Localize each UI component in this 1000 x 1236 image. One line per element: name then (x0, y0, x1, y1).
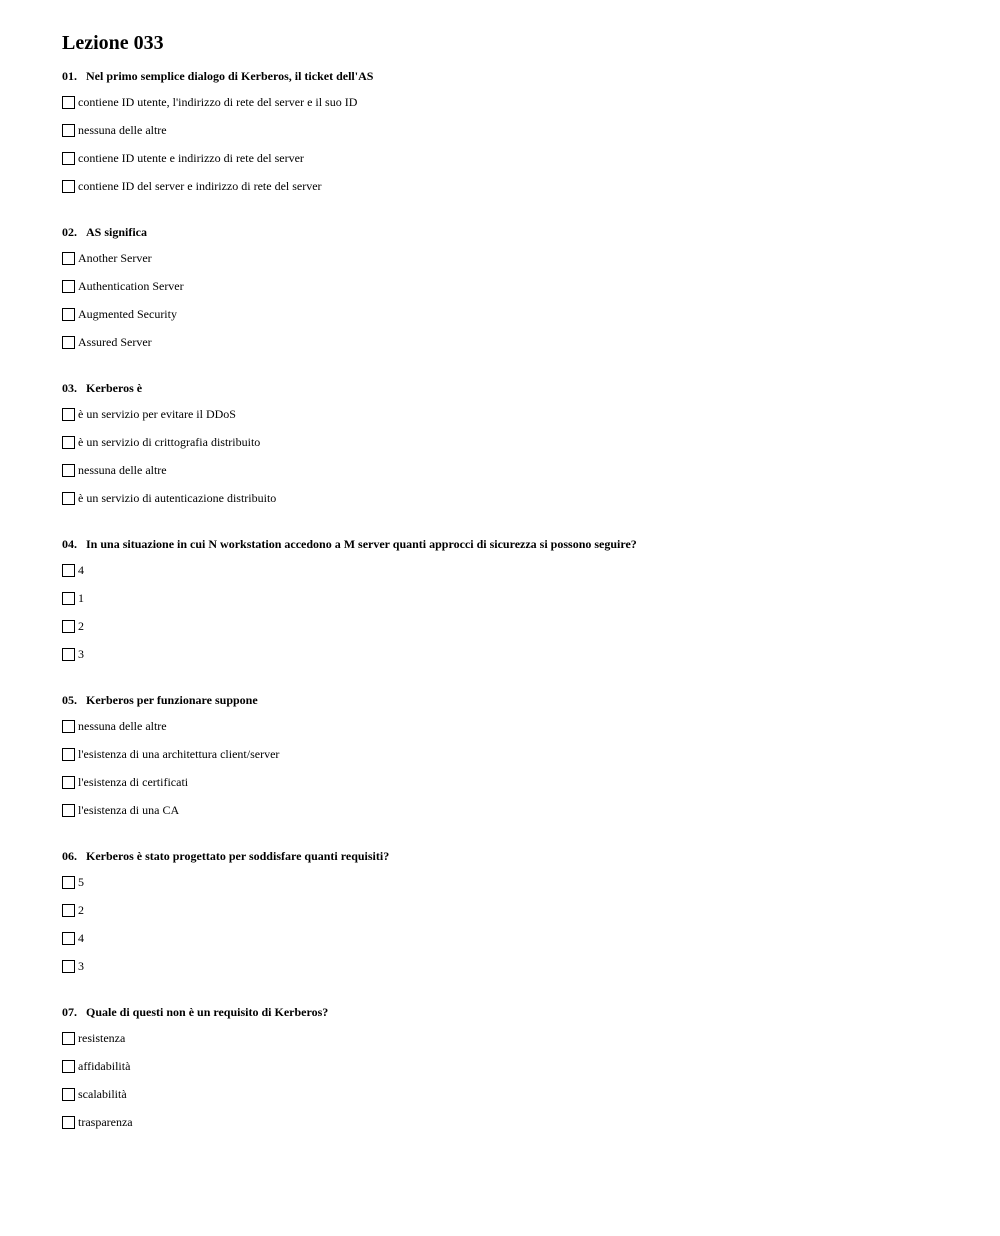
answer-checkbox[interactable] (62, 96, 75, 109)
answer-label: Augmented Security (78, 307, 177, 321)
answer-checkbox[interactable] (62, 904, 75, 917)
answer-checkbox[interactable] (62, 748, 75, 761)
answer-checkbox[interactable] (62, 180, 75, 193)
question-heading (62, 380, 962, 396)
answer-checkbox[interactable] (62, 592, 75, 605)
answer-label: è un servizio per evitare il DDoS (78, 407, 236, 421)
answer-option[interactable] (62, 272, 962, 300)
answer-checkbox[interactable] (62, 960, 75, 973)
answer-checkbox[interactable] (62, 408, 75, 421)
answer-options (62, 1024, 962, 1136)
question-3 (62, 380, 962, 512)
question-number: 05. (62, 693, 77, 707)
question-text: AS significa (86, 225, 148, 239)
question-list (62, 68, 962, 1136)
question-heading (62, 536, 962, 552)
answer-option[interactable] (62, 328, 962, 356)
question-5 (62, 692, 962, 824)
question-text: Kerberos per funzionare suppone (86, 693, 258, 707)
answer-option[interactable] (62, 952, 962, 980)
answer-option[interactable] (62, 796, 962, 824)
question-text: Kerberos è (86, 381, 143, 395)
answer-checkbox[interactable] (62, 720, 75, 733)
question-number: 01. (62, 69, 77, 83)
answer-checkbox[interactable] (62, 1116, 75, 1129)
answer-checkbox[interactable] (62, 1088, 75, 1101)
answer-option[interactable] (62, 456, 962, 484)
answer-label: resistenza (78, 1031, 126, 1045)
answer-label: Authentication Server (78, 279, 184, 293)
answer-options (62, 868, 962, 980)
answer-option[interactable] (62, 1052, 962, 1080)
question-7 (62, 1004, 962, 1136)
answer-label: 4 (78, 563, 84, 577)
answer-checkbox[interactable] (62, 436, 75, 449)
answer-option[interactable] (62, 924, 962, 952)
answer-label: scalabilità (78, 1087, 127, 1101)
question-number: 07. (62, 1005, 77, 1019)
answer-option[interactable] (62, 740, 962, 768)
answer-label: nessuna delle altre (78, 719, 167, 733)
answer-label: contiene ID utente e indirizzo di rete del server (78, 151, 304, 165)
answer-label: 4 (78, 931, 84, 945)
answer-options (62, 556, 962, 668)
question-4 (62, 536, 962, 668)
answer-label: affidabilità (78, 1059, 131, 1073)
answer-option[interactable] (62, 612, 962, 640)
answer-checkbox[interactable] (62, 336, 75, 349)
answer-checkbox[interactable] (62, 804, 75, 817)
answer-checkbox[interactable] (62, 124, 75, 137)
answer-options (62, 244, 962, 356)
answer-label: l'esistenza di certificati (78, 775, 189, 789)
question-6 (62, 848, 962, 980)
answer-option[interactable] (62, 300, 962, 328)
answer-label: 3 (78, 959, 84, 973)
answer-checkbox[interactable] (62, 1032, 75, 1045)
answer-option[interactable] (62, 640, 962, 668)
answer-option[interactable] (62, 484, 962, 512)
answer-option[interactable] (62, 584, 962, 612)
answer-label: 5 (78, 875, 84, 889)
question-heading (62, 224, 962, 240)
question-1 (62, 68, 962, 200)
answer-checkbox[interactable] (62, 280, 75, 293)
answer-label: 2 (78, 619, 84, 633)
answer-option[interactable] (62, 116, 962, 144)
answer-option[interactable] (62, 868, 962, 896)
question-heading (62, 68, 962, 84)
question-heading (62, 848, 962, 864)
answer-label: 1 (78, 591, 84, 605)
answer-checkbox[interactable] (62, 648, 75, 661)
question-text: Kerberos è stato progettato per soddisfare quanti requisiti? (86, 849, 390, 863)
answer-option[interactable] (62, 768, 962, 796)
answer-checkbox[interactable] (62, 252, 75, 265)
page-title: Lezione 033 (62, 32, 164, 54)
answer-options (62, 400, 962, 512)
answer-label: nessuna delle altre (78, 463, 167, 477)
question-text: Nel primo semplice dialogo di Kerberos, il ticket dell'AS (86, 69, 374, 83)
answer-checkbox[interactable] (62, 308, 75, 321)
answer-checkbox[interactable] (62, 1060, 75, 1073)
answer-label: Assured Server (78, 335, 152, 349)
answer-label: è un servizio di autenticazione distribuito (78, 491, 277, 505)
question-number: 02. (62, 225, 77, 239)
question-number: 04. (62, 537, 77, 551)
question-heading (62, 692, 962, 708)
answer-checkbox[interactable] (62, 152, 75, 165)
document-page (62, 30, 962, 1136)
answer-checkbox[interactable] (62, 492, 75, 505)
answer-label: trasparenza (78, 1115, 133, 1129)
question-text: Quale di questi non è un requisito di Kerberos? (86, 1005, 329, 1019)
answer-label: l'esistenza di una architettura client/server (78, 747, 280, 761)
answer-label: è un servizio di crittografia distribuito (78, 435, 261, 449)
answer-label: 3 (78, 647, 84, 661)
answer-option[interactable] (62, 400, 962, 428)
answer-option[interactable] (62, 712, 962, 740)
answer-checkbox[interactable] (62, 620, 75, 633)
answer-option[interactable] (62, 896, 962, 924)
answer-checkbox[interactable] (62, 876, 75, 889)
answer-option[interactable] (62, 244, 962, 272)
answer-label: l'esistenza di una CA (78, 803, 180, 817)
answer-option[interactable] (62, 88, 962, 116)
answer-option[interactable] (62, 144, 962, 172)
question-text: In una situazione in cui N workstation accedono a M server quanti approcci di sicurezza si possono seguire? (86, 537, 637, 551)
answer-options (62, 712, 962, 824)
answer-checkbox[interactable] (62, 464, 75, 477)
question-heading (62, 1004, 962, 1020)
answer-label: contiene ID del server e indirizzo di rete del server (78, 179, 322, 193)
answer-label: contiene ID utente, l'indirizzo di rete del server e il suo ID (78, 95, 358, 109)
answer-options (62, 88, 962, 200)
answer-label: nessuna delle altre (78, 123, 167, 137)
question-number: 03. (62, 381, 77, 395)
question-number: 06. (62, 849, 77, 863)
answer-option[interactable] (62, 428, 962, 456)
answer-option[interactable] (62, 1108, 962, 1136)
answer-option[interactable] (62, 1024, 962, 1052)
answer-option[interactable] (62, 1080, 962, 1108)
answer-label: 2 (78, 903, 84, 917)
answer-option[interactable] (62, 556, 962, 584)
answer-checkbox[interactable] (62, 564, 75, 577)
answer-option[interactable] (62, 172, 962, 200)
answer-checkbox[interactable] (62, 776, 75, 789)
answer-checkbox[interactable] (62, 932, 75, 945)
answer-label: Another Server (78, 251, 152, 265)
question-2 (62, 224, 962, 356)
